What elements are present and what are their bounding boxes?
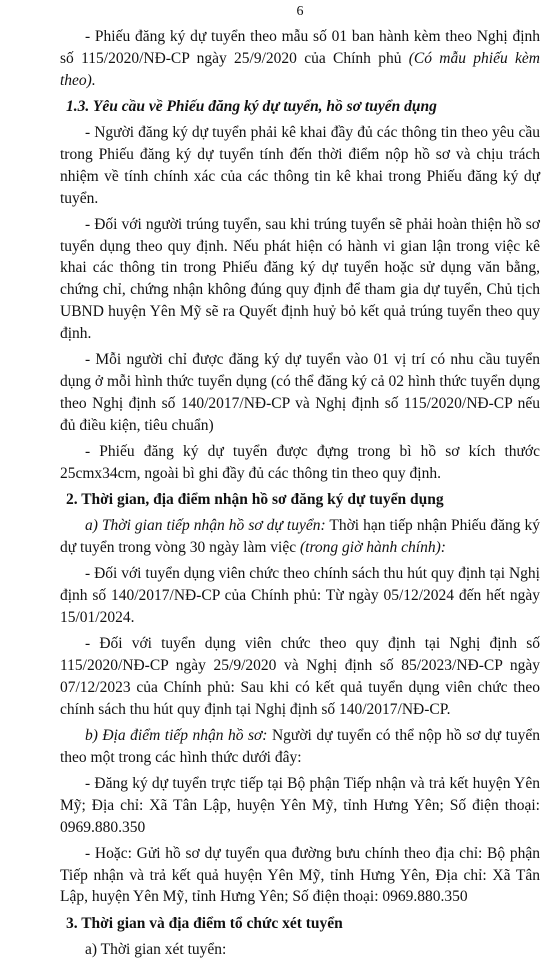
italic-note: (trong giờ hành chính): <box>300 539 446 557</box>
paragraph-postal-submission: - Hoặc: Gửi hồ sơ dự tuyển qua đường bưu chính theo địa chỉ: Bộ phận Tiếp nhận và trả kết quả huyện Yên Mỹ, tỉnh Hưng Yên, Địa chỉ: Xã Tân Lập, huyện Yên Mỹ, tỉnh Hưng Yên; Số điện thoại: 0969.880.350 <box>60 844 540 906</box>
section-heading-2: 2. Thời gian, địa điểm nhận hồ sơ đăng ký dự tuyển dụng <box>66 490 444 508</box>
italic-note: (Có mẫu phiếu kèm theo). <box>60 49 540 89</box>
paragraph-one-position: - Mỗi người chỉ được đăng ký dự tuyển vào 01 vị trí có nhu cầu tuyển dụng ở mỗi hình thức tuyển dụng (có thể đăng ký cả 02 hình thức tuyển dụng theo Nghị định số 140/2017/NĐ-CP và Nghị định số 115/2020/NĐ-CP nếu đủ điều kiện, tiêu chuẩn) <box>60 351 540 434</box>
paragraph-registration-form <box>60 26 540 91</box>
paragraph-envelope: - Phiếu đăng ký dự tuyển được đựng trong bì hồ sơ kích thước 25cmx34cm, ngoài bì ghi đầy đủ các thông tin theo quy định. <box>60 442 540 482</box>
text: - Phiếu đăng ký dự tuyển theo mẫu số 01 ban hành kèm theo Nghị định số 115/2020/NĐ-CP ngày 25/9/2020 của Chính phủ <box>60 28 540 67</box>
paragraph-decree-140: - Đối với tuyển dụng viên chức theo chính sách thu hút quy định tại Nghị định số 140/2017/NĐ-CP của Chính phủ: Từ ngày 05/12/2024 đến hết ngày 15/01/2024. <box>60 565 540 626</box>
paragraph-fraud-handling: - Đối với người trúng tuyển, sau khi trúng tuyển sẽ phải hoàn thiện hồ sơ tuyển dụng theo quy định. Nếu phát hiện có hành vi gian lận trong việc kê khai các thông tin trong Phiếu đăng ký dự tuyển hoặc sử dụng văn bằng, chứng chỉ, chứng nhận không đúng quy định để tham gia dự tuyển, Chủ tịch UBND huyện Yên Mỹ sẽ ra Quyết định huỷ bỏ kết quả trúng tuyển theo quy định. <box>60 215 540 342</box>
paragraph-declaration: - Người đăng ký dự tuyển phải kê khai đầy đủ các thông tin theo yêu cầu trong Phiếu đăng ký dự tuyển tính đến thời điểm nộp hồ sơ và chịu trách nhiệm về tính chính xác của các thông tin kê khai trong Phiếu đăng ký dự tuyển. <box>60 124 540 207</box>
italic-label: b) Địa điểm tiếp nhận hồ sơ: <box>85 726 268 744</box>
section-heading-3: 3. Thời gian và địa điểm tổ chức xét tuyển <box>66 914 343 932</box>
page-number: 6 <box>296 4 304 19</box>
paragraph-receipt-place <box>60 725 540 769</box>
italic-label: a) Thời gian tiếp nhận hồ sơ dự tuyển: <box>85 517 326 535</box>
paragraph-decree-115: - Đối với tuyển dụng viên chức theo quy định tại Nghị định số 115/2020/NĐ-CP ngày 25/9/2020 và Nghị định số 85/2023/NĐ-CP ngày 07/12/2023 của Chính phủ: Sau khi có kết quả tuyển dụng viên chức theo chính sách thu hút quy định tại Nghị định số 140/2017/NĐ-CP. <box>60 635 540 718</box>
paragraph-receipt-time <box>60 515 540 559</box>
paragraph-review-time: a) Thời gian xét tuyển: <box>85 941 227 959</box>
text: Người dự tuyển có thể nộp hồ sơ dự tuyển theo một trong các hình thức dưới đây: <box>60 726 541 766</box>
section-heading-1-3: 1.3. Yêu cầu về Phiếu đăng ký dự tuyển, hồ sơ tuyển dụng <box>66 97 437 115</box>
text: Thời hạn tiếp nhận Phiếu đăng ký dự tuyển trong vòng 30 ngày làm việc <box>60 517 540 557</box>
paragraph-direct-submission: - Đăng ký dự tuyển trực tiếp tại Bộ phận Tiếp nhận và trả kết huyện Yên Mỹ; Địa chỉ: Xã Tân Lập, huyện Yên Mỹ, tỉnh Hưng Yên; Số điện thoại: 0969.880.350 <box>60 775 540 836</box>
